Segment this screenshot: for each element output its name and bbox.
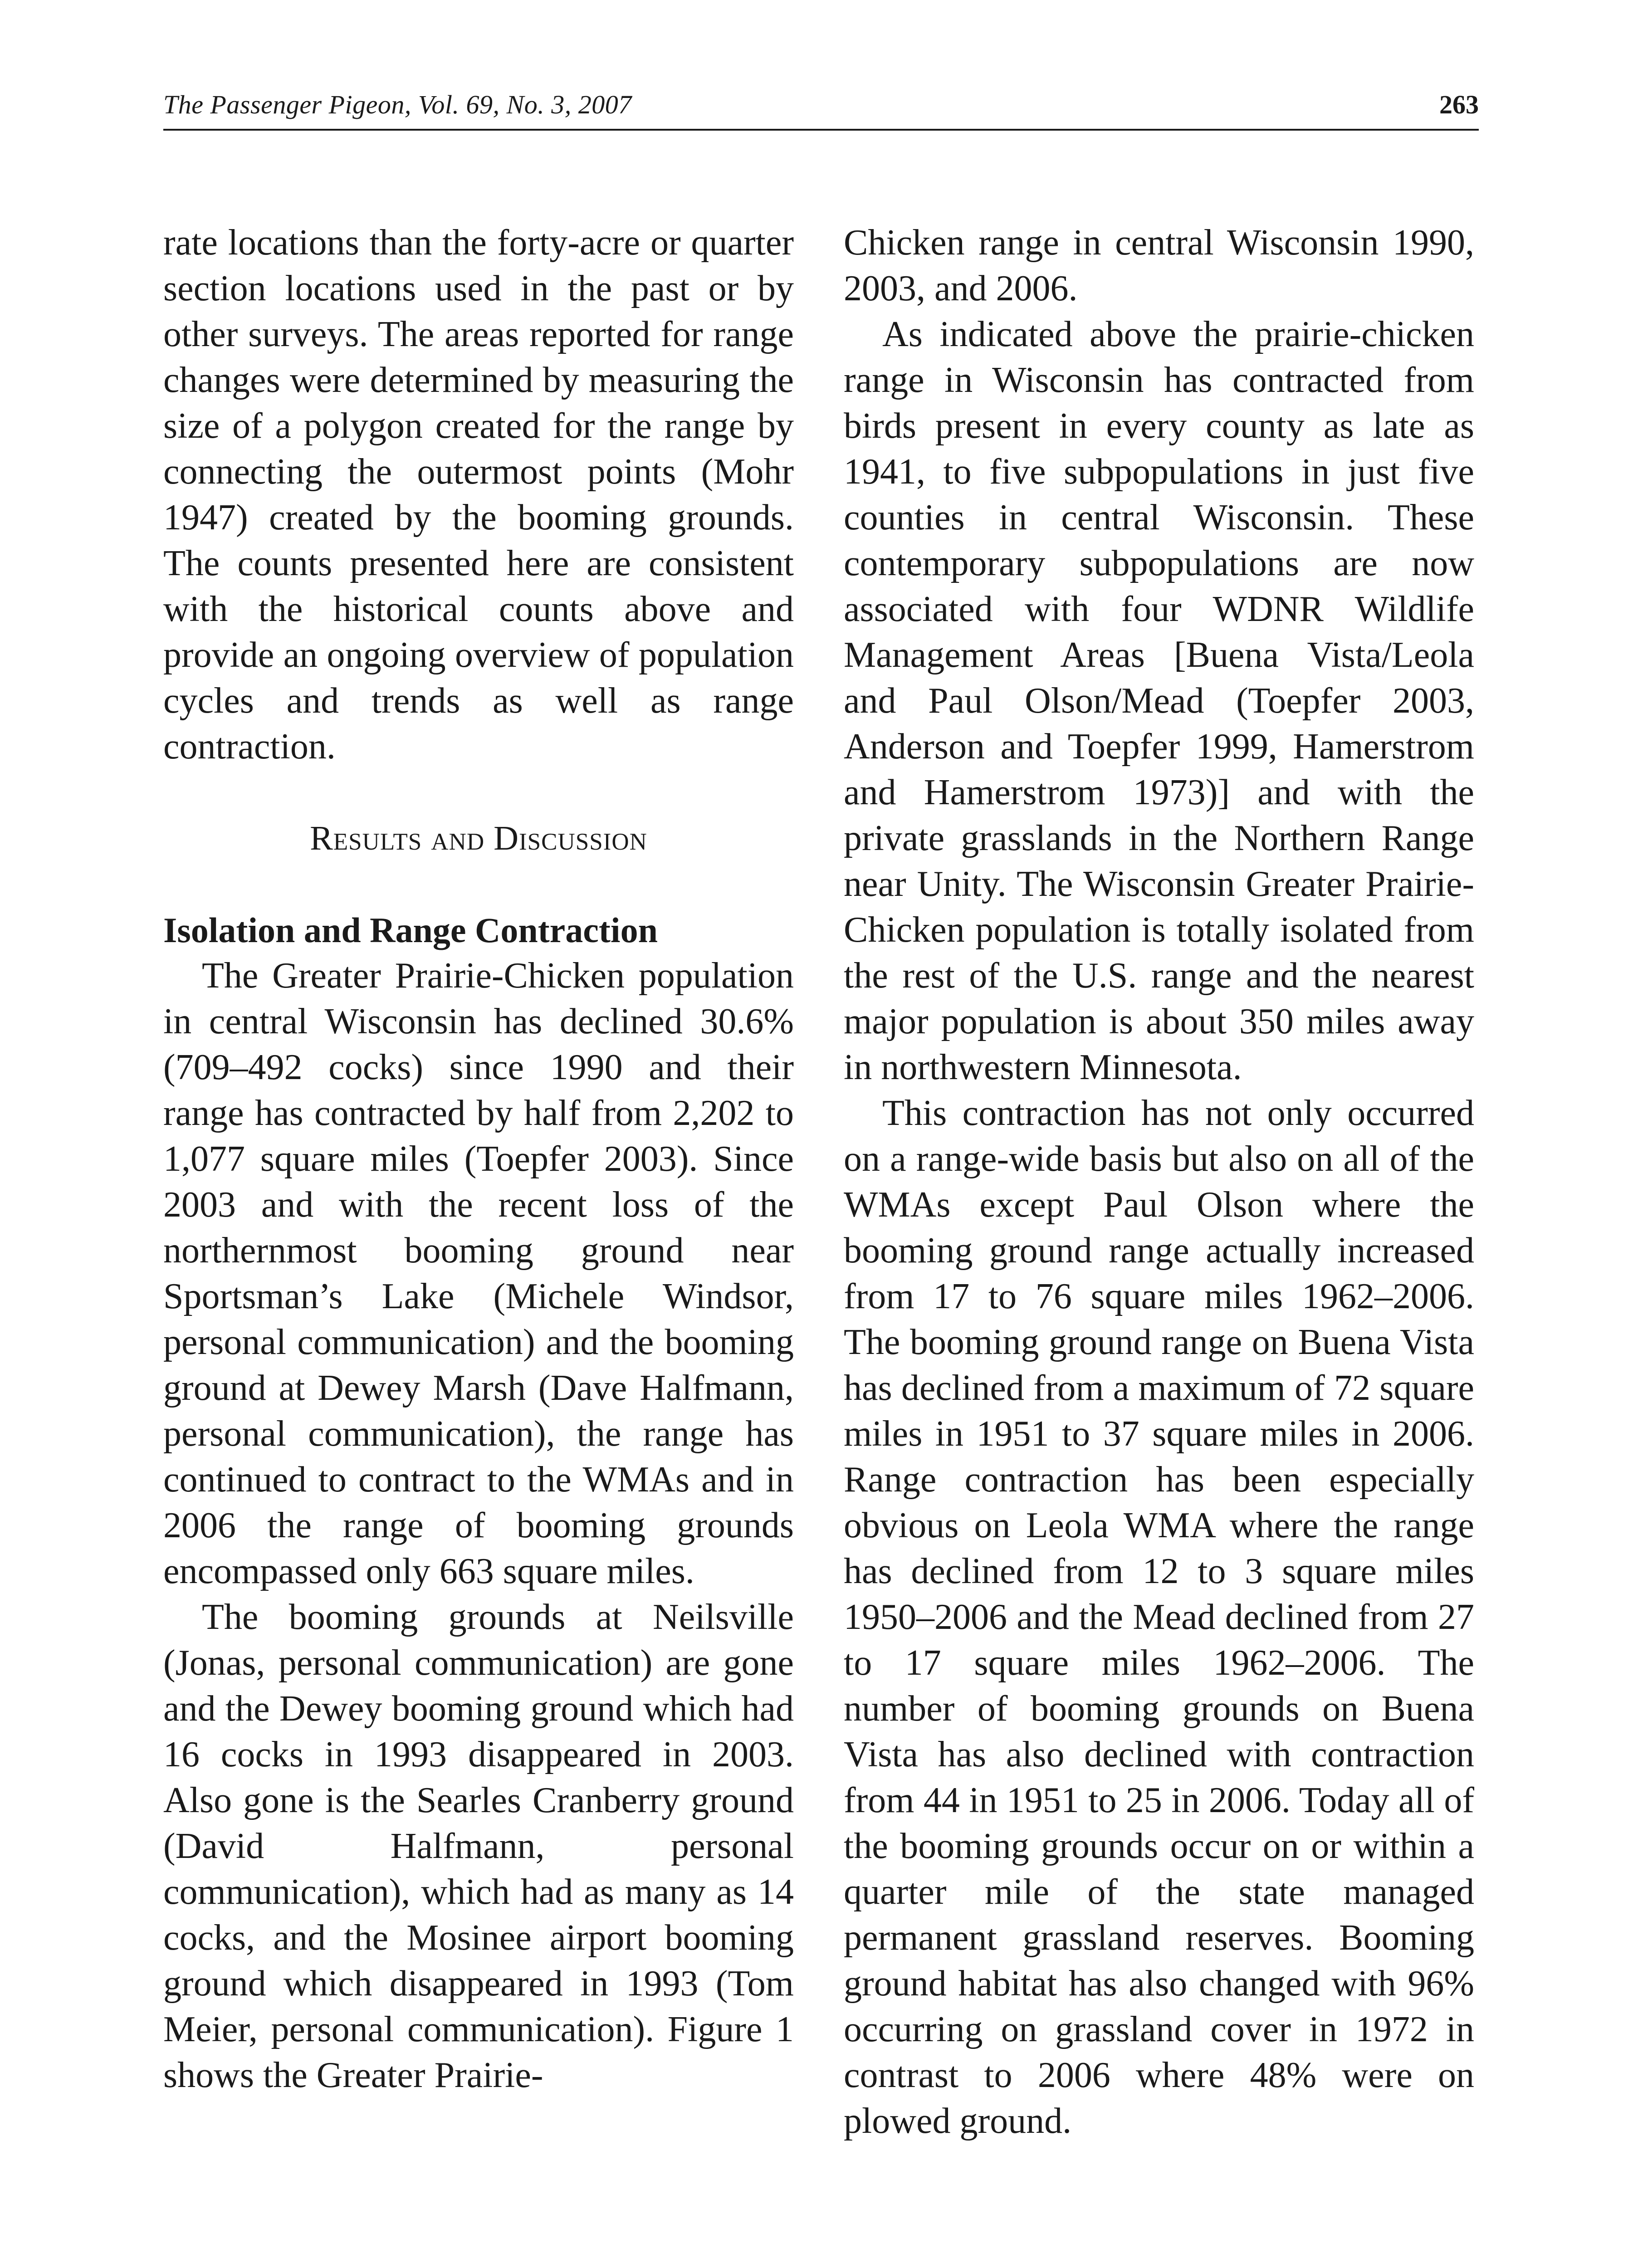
paragraph: This contraction has not only occurred on a range-wide basis but also on all of the WMAs except Paul Olson where the booming ground range actually increased from 17 to 76 square miles 1962–2006. The booming ground range on Buena Vista has declined from a maximum of 72 square miles in 1951 to 37 square miles in 2006. Range contraction has been especially obvious on Leola WMA where the range has declined from 12 to 3 square miles 1950–2006 and the Mead declined from 27 to 17 square miles 1962–2006. The number of booming grounds on Buena Vista has also declined with contraction from 44 in 1951 to 25 in 2006. Today all of the booming grounds occur on or within a quarter mile of the state managed permanent grassland reserves. Booming ground habitat has also changed with 96% occurring on grassland cover in 1972 in contrast to 2006 where 48% were on plowed ground. [844, 1093, 1474, 2141]
paragraph: The booming grounds at Neilsville (Jonas, personal communication) are gone and the Dewey booming ground which had 16 cocks in 1993 disappeared in 2003. Also gone is the Searles Cranberry ground (David Halfmann, personal communication), which had as many as 14 cocks, and the Mosinee airport booming ground which disappeared in 1993 (Tom Meier, personal communication). Figure 1 shows the Greater Prairie- [163, 1597, 794, 2095]
paragraph-continued: rate locations than the forty-acre or quarter section locations used in the past or by other surveys. The areas reported for range changes were determined by measuring the size of a polygon created for the range by connecting the outermost points (Mohr 1947) created by the booming grounds. The counts presented here are consistent with the historical counts above and provide an ongoing overview of population cycles and trends as well as range contraction. [163, 223, 794, 767]
section-heading: Results and Discussion [310, 819, 647, 857]
paragraph: The Greater Prairie-Chicken population in central Wisconsin has declined 30.6% (709–492 cocks) since 1990 and their range has contracted by half from 2,202 to 1,077 square miles (Toepfer 2003). Since 2003 and with the recent loss of the northernmost booming ground near Sportsman’s Lake (Michele Windsor, personal communication) and the booming ground at Dewey Marsh (Dave Halfmann, personal communication), the range has continued to contract to the WMAs and in 2006 the range of booming grounds encompassed only 663 square miles. [163, 956, 794, 1591]
header-rule [163, 129, 1479, 131]
subsection-heading: Isolation and Range Contraction [163, 910, 658, 950]
paragraph: As indicated above the prairie-chicken range in Wisconsin has contracted from birds present in every county as late as 1941, to five subpopulations in just five counties in central Wisconsin. These contemporary subpopulations are now associated with four WDNR Wildlife Management Areas [Buena Vista/Leola and Paul Olson/Mead (Toepfer 2003, Anderson and Toepfer 1999, Hamerstrom and Hamerstrom 1973)] and with the private grasslands in the Northern Range near Unity. The Wisconsin Greater Prairie-Chicken population is totally isolated from the rest of the U.S. range and the nearest major population is about 350 miles away in northwestern Minnesota. [844, 314, 1474, 1087]
journal-title: The Passenger Pigeon, Vol. 69, No. 3, 2007 [163, 90, 632, 119]
page-number: 263 [1439, 90, 1479, 119]
right-column [844, 220, 1474, 2144]
paragraph-continued: Chicken range in central Wisconsin 1990, 2003, and 2006. [844, 223, 1474, 308]
running-head [163, 84, 1479, 134]
left-column [163, 220, 794, 2098]
